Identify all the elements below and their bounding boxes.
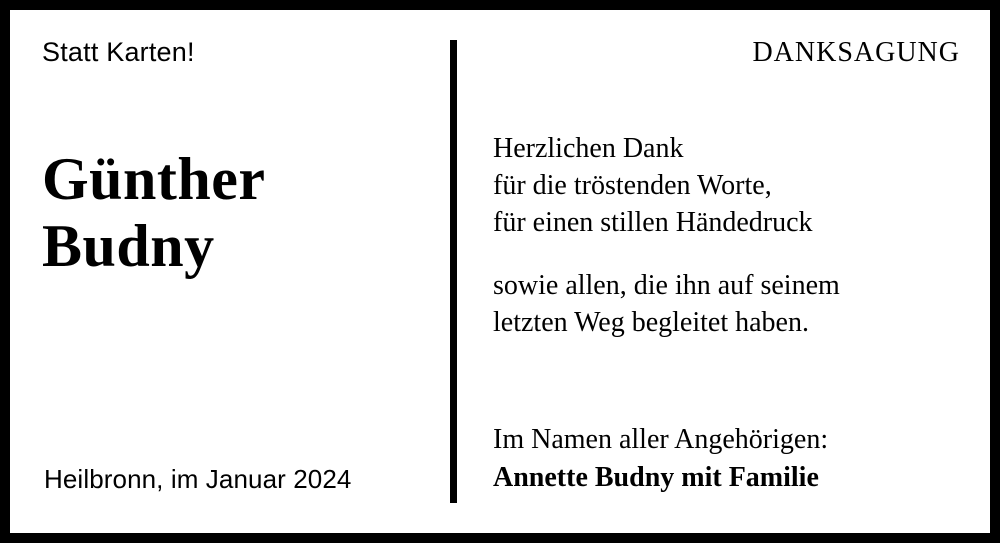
deceased-last-name: Budny (42, 212, 215, 279)
thanks-line: für die tröstenden Worte, (493, 169, 772, 201)
thanks-line: sowie allen, die ihn auf seinem (493, 269, 840, 301)
danksagung-header: DANKSAGUNG (752, 37, 960, 68)
thanks-text (493, 131, 960, 342)
statt-karten-header: Statt Karten! (42, 37, 195, 67)
place-and-date: Heilbronn, im Januar 2024 (44, 464, 352, 494)
closing-intro: Im Namen aller Angehörigen: (493, 424, 829, 456)
thanks-line: Herzlichen Dank (493, 132, 684, 164)
vertical-divider (450, 40, 457, 503)
right-column (457, 10, 990, 533)
thanks-line: für einen stillen Händedruck (493, 206, 813, 238)
thanks-paragraph (493, 131, 960, 242)
closing-block (493, 421, 828, 497)
thanks-paragraph (493, 268, 960, 342)
notice-card (10, 10, 990, 533)
deceased-first-name: Günther (42, 145, 266, 212)
thanks-line: letzten Weg begleitet haben. (493, 306, 809, 338)
left-column (10, 10, 450, 533)
closing-family-name: Annette Budny mit Familie (493, 462, 819, 494)
deceased-name (42, 146, 450, 280)
